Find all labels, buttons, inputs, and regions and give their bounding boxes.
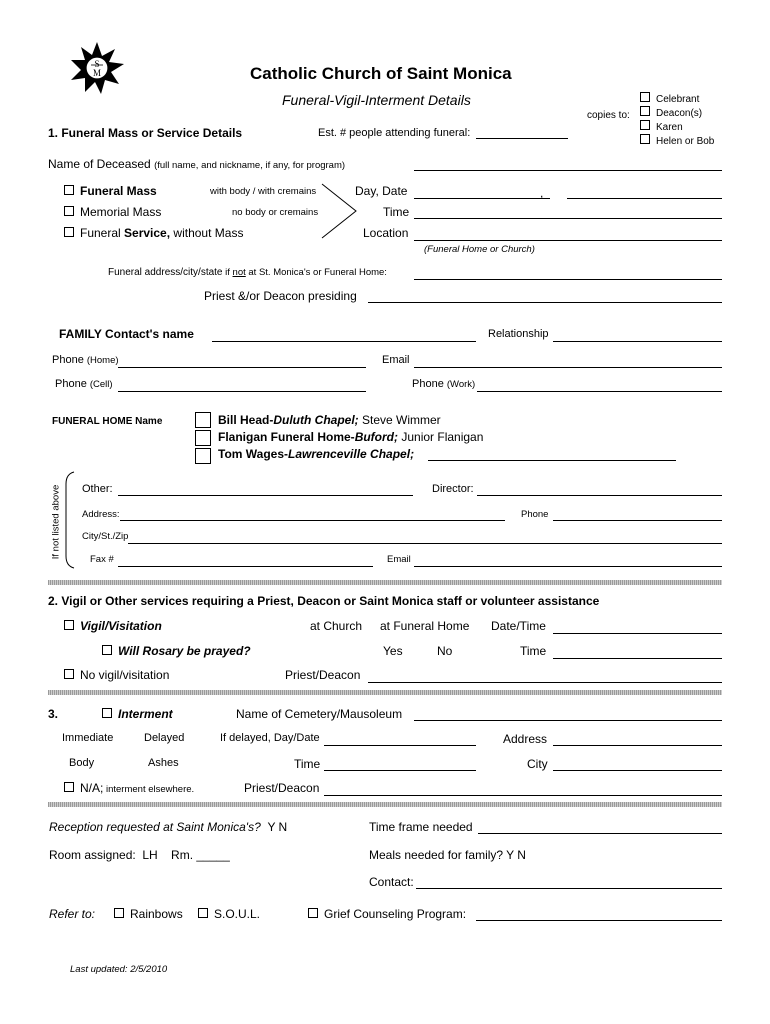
option-contact: Junior Flanigan xyxy=(398,430,484,444)
interment-label: Interment xyxy=(118,707,173,721)
type-label: Funeral Mass xyxy=(80,184,157,198)
svg-text:S: S xyxy=(94,59,100,69)
refer-option-label: Rainbows xyxy=(130,907,183,921)
phone-label: Phone xyxy=(55,378,87,390)
section-divider xyxy=(48,690,722,695)
phone-work-field[interactable] xyxy=(477,391,722,392)
rosary-no[interactable]: No xyxy=(437,644,453,658)
fh-address-field[interactable] xyxy=(120,520,505,521)
time-frame-label: Time frame needed xyxy=(369,820,473,834)
rosary-yes[interactable]: Yes xyxy=(383,644,403,658)
vigil-label: Vigil/Visitation xyxy=(80,619,162,633)
vigil-at-church[interactable]: at Church xyxy=(310,619,363,633)
fh-email-label: Email xyxy=(387,554,411,565)
if-delayed-field[interactable] xyxy=(324,745,476,746)
section3-number: 3. xyxy=(48,707,59,721)
time-field[interactable] xyxy=(414,218,722,219)
deceased-label-text: Name of Deceased xyxy=(48,157,151,171)
cemetery-field[interactable] xyxy=(414,720,722,721)
interment-address-label: Address xyxy=(503,732,548,746)
location-field[interactable] xyxy=(414,240,722,241)
address-label-if: if xyxy=(222,267,233,278)
fh-phone-field[interactable] xyxy=(553,520,722,521)
option-chapel: Buford; xyxy=(354,430,399,444)
copy-label: Deacon(s) xyxy=(656,108,703,119)
interment-immediate[interactable]: Immediate xyxy=(62,732,114,744)
interment-body[interactable]: Body xyxy=(69,757,95,769)
location-label: Location xyxy=(363,226,409,240)
phone-cell-field[interactable] xyxy=(118,391,366,392)
checkbox-icon[interactable] xyxy=(640,134,650,144)
fh-fax-label: Fax # xyxy=(90,554,114,565)
type-funeral-mass[interactable] xyxy=(64,184,157,198)
na-note: interment elsewhere. xyxy=(103,784,195,795)
checkbox-icon[interactable] xyxy=(64,227,74,237)
refer-option-label: S.O.U.L. xyxy=(214,907,261,921)
rosary-label: Will Rosary be prayed? xyxy=(118,644,251,658)
na-option[interactable] xyxy=(64,781,194,795)
checkbox-icon[interactable] xyxy=(198,908,208,918)
checkbox-icon[interactable] xyxy=(114,908,124,918)
phone-label: Phone xyxy=(52,354,84,366)
if-delayed-label: If delayed, Day/Date xyxy=(220,732,320,744)
funeral-home-label: FUNERAL HOME Name xyxy=(52,416,163,427)
attending-label: Est. # people attending funeral: xyxy=(318,127,471,139)
section2-heading: 2. Vigil or Other services requiring a Priest, Deacon or Saint Monica staff or volunteer assistance xyxy=(48,594,600,608)
not-listed-side-label: If not listed above xyxy=(50,484,62,560)
attending-field[interactable] xyxy=(476,138,568,139)
vigil-at-funeral-home[interactable]: at Funeral Home xyxy=(380,619,470,633)
na-label: N/A; xyxy=(80,781,104,795)
reception-contact-label: Contact: xyxy=(369,875,414,889)
funeral-home-option-1-checkbox[interactable] xyxy=(195,412,211,428)
refer-to-label: Refer to: xyxy=(49,907,96,921)
section-divider xyxy=(48,580,722,585)
checkbox-icon[interactable] xyxy=(102,645,112,655)
checkbox-icon[interactable] xyxy=(64,782,74,792)
address-label-pre: Funeral address/city/state xyxy=(108,267,223,278)
address-label-not: not xyxy=(232,267,246,278)
time-label: Time xyxy=(383,205,410,219)
grief-field[interactable] xyxy=(476,920,722,921)
option-name: Flanigan Funeral Home- xyxy=(218,430,355,444)
other-field[interactable] xyxy=(118,495,413,496)
type-label-post: without Mass xyxy=(170,226,244,240)
funeral-home-option-2[interactable] xyxy=(218,430,483,444)
vigil-priest-deacon-field[interactable] xyxy=(368,682,722,683)
time-frame-field[interactable] xyxy=(478,833,722,834)
deceased-field[interactable] xyxy=(414,170,722,171)
phone-label: Phone xyxy=(412,378,444,390)
checkbox-icon[interactable] xyxy=(64,669,74,679)
brace-icon xyxy=(62,470,76,570)
refer-option-label: Grief Counseling Program: xyxy=(324,907,467,921)
vigil-priest-deacon-label: Priest/Deacon xyxy=(285,668,361,682)
director-field[interactable] xyxy=(477,495,722,496)
option-contact: Steve Wimmer xyxy=(358,413,441,427)
interment-option[interactable] xyxy=(102,707,173,721)
option-name: Bill Head- xyxy=(218,413,274,427)
last-updated: Last updated: 2/5/2010 xyxy=(70,964,168,975)
funeral-home-option-3-checkbox[interactable] xyxy=(195,448,211,464)
church-seal-icon xyxy=(68,42,126,94)
day-date-label: Day, Date xyxy=(355,184,408,198)
phone-cell-label xyxy=(55,378,113,390)
checkbox-icon[interactable] xyxy=(308,908,318,918)
reception-contact-field[interactable] xyxy=(416,888,722,889)
phone-note: (Home) xyxy=(86,355,119,366)
address-label-post: at St. Monica's or Funeral Home: xyxy=(245,267,387,278)
other-label: Other: xyxy=(82,483,113,495)
refer-rainbows[interactable] xyxy=(114,907,183,921)
location-hint: (Funeral Home or Church) xyxy=(424,244,535,255)
copies-list xyxy=(640,92,714,148)
copies-to-label: copies to: xyxy=(587,110,630,121)
interment-priest-deacon-field[interactable] xyxy=(324,795,722,796)
interment-ashes[interactable]: Ashes xyxy=(148,757,179,769)
copy-label: Karen xyxy=(656,122,683,133)
copy-label: Celebrant xyxy=(656,94,700,105)
day-date-comma: , xyxy=(540,186,544,200)
vigil-option[interactable] xyxy=(64,619,162,633)
checkbox-icon[interactable] xyxy=(64,620,74,630)
reception-label: Reception requested at Saint Monica's? xyxy=(49,820,261,834)
copy-helen-bob[interactable] xyxy=(640,134,714,148)
type-funeral-service[interactable] xyxy=(64,226,243,240)
vigil-time-label: Time xyxy=(520,644,547,658)
day-date-field-2[interactable] xyxy=(567,198,722,199)
type-label-bold: Service, xyxy=(124,226,171,240)
family-contact-field[interactable] xyxy=(212,341,476,342)
vigil-date-time-label: Date/Time xyxy=(491,619,546,633)
vigil-time-field[interactable] xyxy=(553,658,722,659)
type-funeral-mass-note: with body / with cremains xyxy=(210,186,317,197)
meals-needed[interactable]: Meals needed for family? Y N xyxy=(369,848,526,862)
no-vigil-option[interactable] xyxy=(64,668,169,682)
copy-celebrant[interactable] xyxy=(640,92,714,106)
checkbox-icon[interactable] xyxy=(640,106,650,116)
chevron-right-icon xyxy=(320,182,360,240)
interment-time-label: Time xyxy=(294,757,321,771)
page-subtitle: Funeral-Vigil-Interment Details xyxy=(282,92,471,108)
fh-email-field[interactable] xyxy=(414,566,722,567)
rosary-option[interactable] xyxy=(102,644,251,658)
phone-home-field[interactable] xyxy=(118,367,366,368)
relationship-label: Relationship xyxy=(488,328,549,340)
copy-deacons[interactable] xyxy=(640,106,714,120)
interment-city-label: City xyxy=(527,757,548,771)
no-vigil-label: No vigil/visitation xyxy=(80,668,170,682)
funeral-home-option-1[interactable] xyxy=(218,413,441,427)
section-divider xyxy=(48,802,722,807)
deceased-label xyxy=(48,157,345,171)
phone-note: (Work) xyxy=(446,379,476,390)
funeral-address-field[interactable] xyxy=(414,279,722,280)
reception-requested xyxy=(49,820,287,834)
interment-priest-deacon-label: Priest/Deacon xyxy=(244,781,320,795)
funeral-home-option-3-field[interactable] xyxy=(428,460,676,461)
fh-phone-label: Phone xyxy=(521,509,549,520)
option-chapel: Duluth Chapel; xyxy=(273,413,359,427)
refer-grief[interactable] xyxy=(308,907,466,921)
family-contact-label: FAMILY Contact's name xyxy=(59,327,194,341)
refer-soul[interactable] xyxy=(198,907,260,921)
deceased-note: (full name, and nickname, if any, for program) xyxy=(154,160,346,171)
checkbox-icon[interactable] xyxy=(64,185,74,195)
type-label-pre: Funeral xyxy=(80,226,125,240)
director-label: Director: xyxy=(432,483,474,495)
funeral-address-label xyxy=(108,267,387,278)
interment-city-field[interactable] xyxy=(553,770,722,771)
email-label: Email xyxy=(382,354,410,366)
type-memorial-mass[interactable] xyxy=(64,205,161,219)
fh-city-field[interactable] xyxy=(128,543,722,544)
page-title: Catholic Church of Saint Monica xyxy=(250,64,512,83)
copy-label: Helen or Bob xyxy=(656,136,715,147)
interment-address-field[interactable] xyxy=(553,745,722,746)
email-field[interactable] xyxy=(414,367,722,368)
fh-city-label: City/St./Zip xyxy=(82,531,129,542)
option-chapel: Lawrenceville Chapel; xyxy=(288,447,415,461)
type-label: Memorial Mass xyxy=(80,205,162,219)
interment-time-field[interactable] xyxy=(324,770,476,771)
section1-heading: 1. Funeral Mass or Service Details xyxy=(48,126,243,140)
fh-address-label: Address: xyxy=(82,509,120,520)
relationship-field[interactable] xyxy=(553,341,722,342)
checkbox-icon[interactable] xyxy=(64,206,74,216)
reception-yn[interactable]: Y N xyxy=(267,820,288,834)
phone-note: (Cell) xyxy=(89,379,113,390)
room-assigned[interactable]: Room assigned: LH Rm. _____ xyxy=(49,848,230,862)
interment-delayed[interactable]: Delayed xyxy=(144,732,185,744)
checkbox-icon[interactable] xyxy=(102,708,112,718)
phone-work-label xyxy=(412,378,475,390)
checkbox-icon[interactable] xyxy=(640,120,650,130)
presiding-field[interactable] xyxy=(368,302,722,303)
svg-text:M: M xyxy=(92,68,102,78)
type-memorial-mass-note: no body or cremains xyxy=(232,207,319,218)
day-date-field[interactable] xyxy=(414,198,550,199)
copy-karen[interactable] xyxy=(640,120,714,134)
vigil-date-time-field[interactable] xyxy=(553,633,722,634)
cemetery-label: Name of Cemetery/Mausoleum xyxy=(236,707,403,721)
funeral-home-option-2-checkbox[interactable] xyxy=(195,430,211,446)
option-name: Tom Wages- xyxy=(218,447,289,461)
checkbox-icon[interactable] xyxy=(640,92,650,102)
phone-home-label xyxy=(52,354,119,366)
fh-fax-field[interactable] xyxy=(118,566,373,567)
funeral-home-option-3[interactable] xyxy=(218,447,414,461)
presiding-label: Priest &/or Deacon presiding xyxy=(204,289,357,303)
